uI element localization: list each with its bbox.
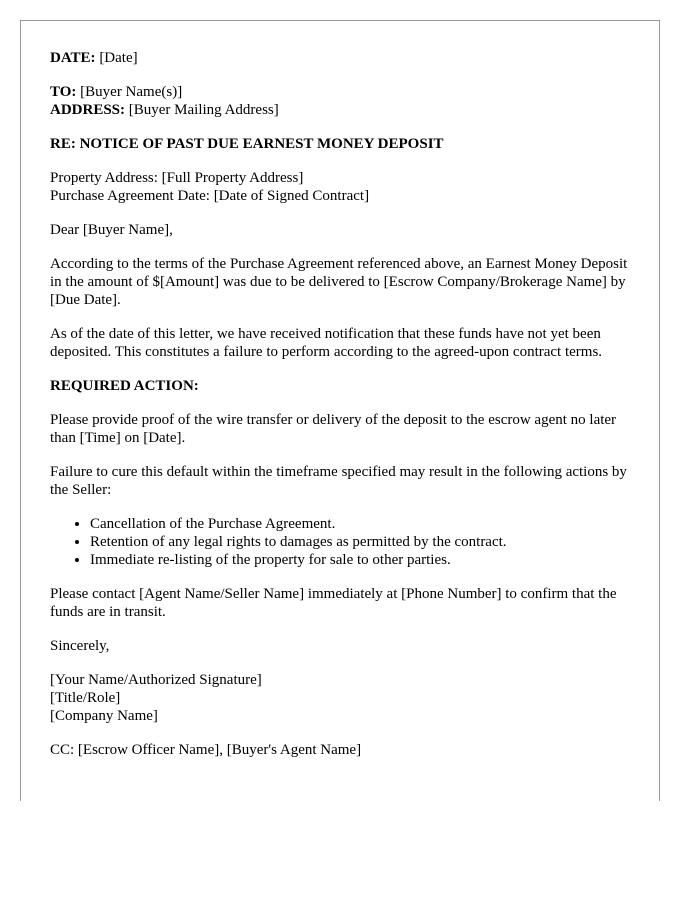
salutation: Dear [Buyer Name],	[50, 222, 173, 238]
subject-text: RE: NOTICE OF PAST DUE EARNEST MONEY DEPOSIT	[50, 136, 444, 152]
date-line	[50, 49, 640, 67]
address-label: ADDRESS:	[50, 102, 126, 118]
closing: Sincerely,	[50, 638, 110, 654]
address-value: [Buyer Mailing Address]	[125, 102, 279, 118]
property-address: Property Address: [Full Property Address]	[50, 170, 304, 186]
paragraph-5: Please contact [Agent Name/Seller Name] immediately at [Phone Number] to confirm that the funds are in transit.	[50, 586, 617, 620]
date-value: [Date]	[95, 50, 138, 66]
date-label: DATE:	[50, 50, 96, 66]
paragraph-1: According to the terms of the Purchase Agreement referenced above, an Earnest Money Deposit in the amount of $[Amount] was due to be delivered to [Escrow Company/Brokerage Name] by [Due Date].	[50, 256, 628, 308]
list-item: • Immediate re-listing of the property for sale to other parties.	[90, 551, 640, 569]
list-item: • Retention of any legal rights to damages as permitted by the contract.	[90, 533, 640, 551]
address-line	[50, 101, 640, 119]
to-value: [Buyer Name(s)]	[76, 84, 183, 100]
actions-list	[50, 515, 640, 569]
letter-page	[20, 20, 660, 801]
signature-company: [Company Name]	[50, 708, 158, 724]
signature-block	[50, 671, 640, 725]
signature-title: [Title/Role]	[50, 690, 121, 706]
cc-line: CC: [Escrow Officer Name], [Buyer's Agent Name]	[50, 742, 362, 758]
recipient-block	[50, 83, 640, 119]
subject-line	[50, 135, 640, 153]
signature-name: [Your Name/Authorized Signature]	[50, 672, 262, 688]
to-line	[50, 83, 640, 101]
paragraph-4: Failure to cure this default within the timeframe specified may result in the following actions by the Seller:	[50, 464, 627, 498]
to-label: TO:	[50, 84, 77, 100]
property-block	[50, 169, 640, 205]
paragraph-3: Please provide proof of the wire transfer or delivery of the deposit to the escrow agent no later than [Time] on [Date].	[50, 412, 617, 446]
agreement-date: Purchase Agreement Date: [Date of Signed Contract]	[50, 188, 370, 204]
letter-body	[50, 49, 640, 775]
list-item: • Cancellation of the Purchase Agreement.	[90, 515, 640, 533]
paragraph-2: As of the date of this letter, we have received notification that these funds have not yet been deposited. This constitutes a failure to perform according to the agreed-upon contract terms.	[50, 326, 603, 360]
required-action-text: REQUIRED ACTION:	[50, 378, 199, 394]
required-action-heading	[50, 377, 640, 395]
